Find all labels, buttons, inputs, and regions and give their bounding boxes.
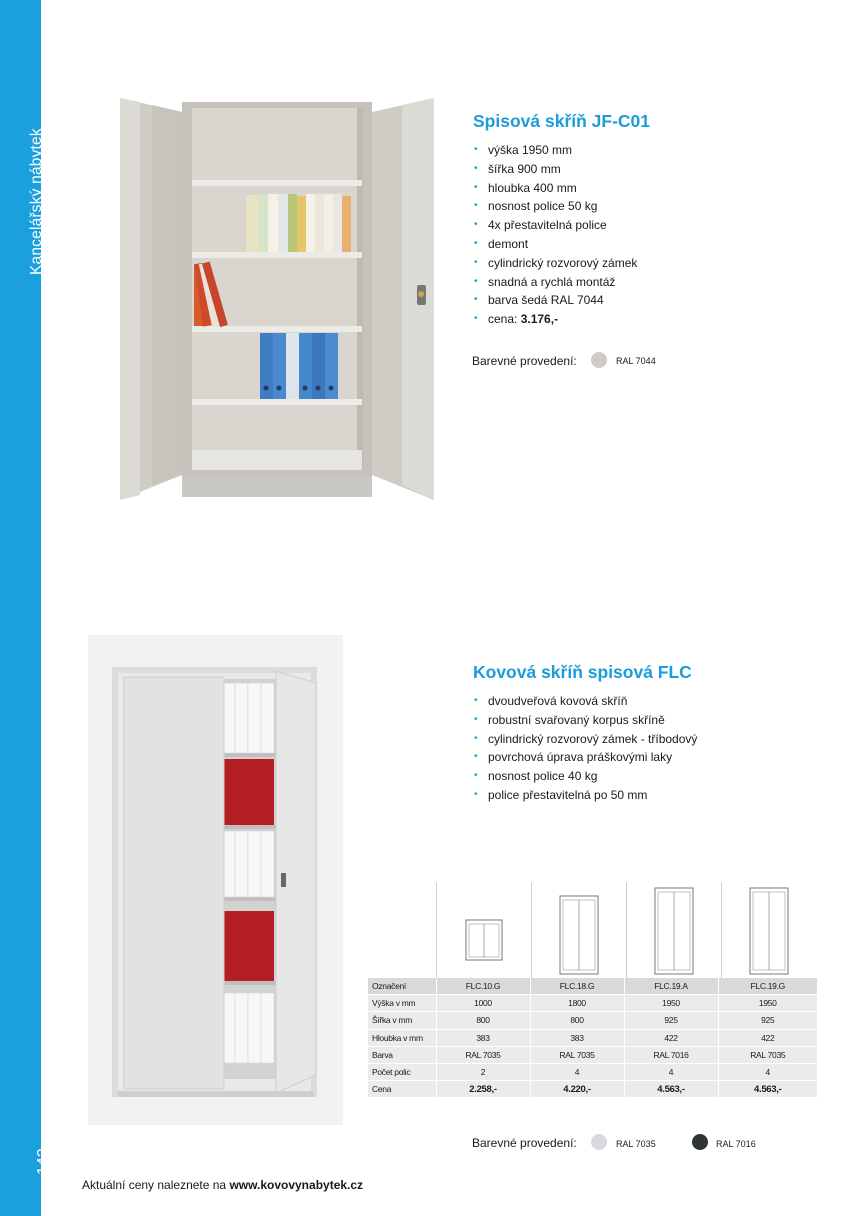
thumb-flc-18	[531, 882, 626, 978]
table-row	[368, 1063, 817, 1080]
colors-label-flc: Barevné provedení:	[472, 1136, 577, 1150]
section-title: Kancelářský nábytek	[28, 128, 45, 275]
table-cell: FLC.19.A	[624, 978, 718, 995]
spec-item: • nosnost police 40 kg	[473, 767, 697, 786]
sidebar	[0, 0, 52, 1216]
table-cell: 1800	[530, 995, 624, 1012]
price-label: cena:	[488, 312, 521, 327]
table-cell: 2	[436, 1063, 530, 1080]
color-swatch-label: RAL 7044	[616, 356, 656, 366]
table-cell: 4.563,-	[718, 1081, 817, 1098]
row-label: Barva	[368, 1046, 436, 1063]
color-swatch-ral7016	[692, 1134, 708, 1150]
spec-item: • hloubka 400 mm	[473, 179, 637, 198]
model-thumbnails	[368, 882, 817, 978]
thumb-flc-10	[436, 882, 531, 978]
table-cell: 4.220,-	[530, 1081, 624, 1098]
table-cell: 925	[718, 1012, 817, 1029]
spec-item: • police přestavitelná po 50 mm	[473, 786, 697, 805]
row-label: Označení	[368, 978, 436, 995]
page-number: 142	[35, 1148, 52, 1175]
thumb-flc-19a	[626, 882, 721, 978]
table-cell: RAL 7016	[624, 1046, 718, 1063]
thumb-flc-19g	[721, 882, 816, 978]
footer-text: Aktuální ceny naleznete na	[82, 1178, 230, 1192]
table-cell: 2.258,-	[436, 1081, 530, 1098]
spec-item: • 4x přestavitelná police	[473, 216, 637, 235]
cabinet-flc-image	[88, 635, 343, 1125]
spec-item: • demont	[473, 235, 637, 254]
table-row	[368, 995, 817, 1012]
spec-item: • cylindrický rozvorový zámek - tříbodový	[473, 730, 697, 749]
spec-item: • barva šedá RAL 7044	[473, 291, 637, 310]
table-cell: 383	[530, 1029, 624, 1046]
table-row	[368, 1081, 817, 1098]
row-label: Cena	[368, 1081, 436, 1098]
table-cell: 1950	[624, 995, 718, 1012]
spec-item: • dvoudveřová kovová skříň	[473, 692, 697, 711]
table-cell: 925	[624, 1012, 718, 1029]
spec-item: • výška 1950 mm	[473, 141, 637, 160]
color-swatch-label: RAL 7016	[716, 1139, 756, 1149]
table-cell: RAL 7035	[530, 1046, 624, 1063]
table-row	[368, 1029, 817, 1046]
table-cell: FLC.19.G	[718, 978, 817, 995]
table-cell: 800	[436, 1012, 530, 1029]
spec-table-block	[368, 882, 817, 1098]
spec-item: • povrchová úprava práškovými laky	[473, 748, 697, 767]
spec-item: • šířka 900 mm	[473, 160, 637, 179]
product-title-flc: Kovová skříň spisová FLC	[473, 662, 692, 682]
spec-item: • cylindrický rozvorový zámek	[473, 254, 637, 273]
color-swatch-ral7035	[591, 1134, 607, 1150]
footer	[82, 1178, 363, 1192]
table-cell: 4	[718, 1063, 817, 1080]
table-row	[368, 978, 817, 995]
table-cell: FLC.18.G	[530, 978, 624, 995]
price-item	[473, 310, 637, 329]
row-label: Šířka v mm	[368, 1012, 436, 1029]
table-cell: 1950	[718, 995, 817, 1012]
table-cell: 422	[718, 1029, 817, 1046]
table-cell: 4	[530, 1063, 624, 1080]
row-label: Počet polic	[368, 1063, 436, 1080]
spec-table	[368, 978, 817, 1098]
website-link[interactable]: www.kovovynabytek.cz	[229, 1178, 364, 1192]
spec-list-flc	[473, 692, 697, 805]
color-swatch-ral7044	[591, 352, 607, 368]
colors-label: Barevné provedení:	[472, 354, 577, 368]
table-cell: 800	[530, 1012, 624, 1029]
table-cell: 4.563,-	[624, 1081, 718, 1098]
color-swatch-label: RAL 7035	[616, 1139, 656, 1149]
thumb-empty	[368, 882, 436, 978]
table-row	[368, 1046, 817, 1063]
table-cell: 4	[624, 1063, 718, 1080]
table-cell: FLC.10.G	[436, 978, 530, 995]
table-row	[368, 1012, 817, 1029]
table-cell: 422	[624, 1029, 718, 1046]
spec-item: • snadná a rychlá montáž	[473, 273, 637, 292]
row-label: Hloubka v mm	[368, 1029, 436, 1046]
table-cell: 383	[436, 1029, 530, 1046]
row-label: Výška v mm	[368, 995, 436, 1012]
cabinet-jf-c01-image	[112, 90, 442, 510]
spec-list-jf-c01	[473, 141, 637, 329]
price-value: 3.176,-	[520, 312, 559, 327]
spec-item: • robustní svařovaný korpus skříně	[473, 711, 697, 730]
table-cell: 1000	[436, 995, 530, 1012]
product-title-jf-c01: Spisová skříň JF-C01	[473, 111, 651, 131]
table-cell: RAL 7035	[436, 1046, 530, 1063]
spec-item: • nosnost police 50 kg	[473, 197, 637, 216]
table-cell: RAL 7035	[718, 1046, 817, 1063]
